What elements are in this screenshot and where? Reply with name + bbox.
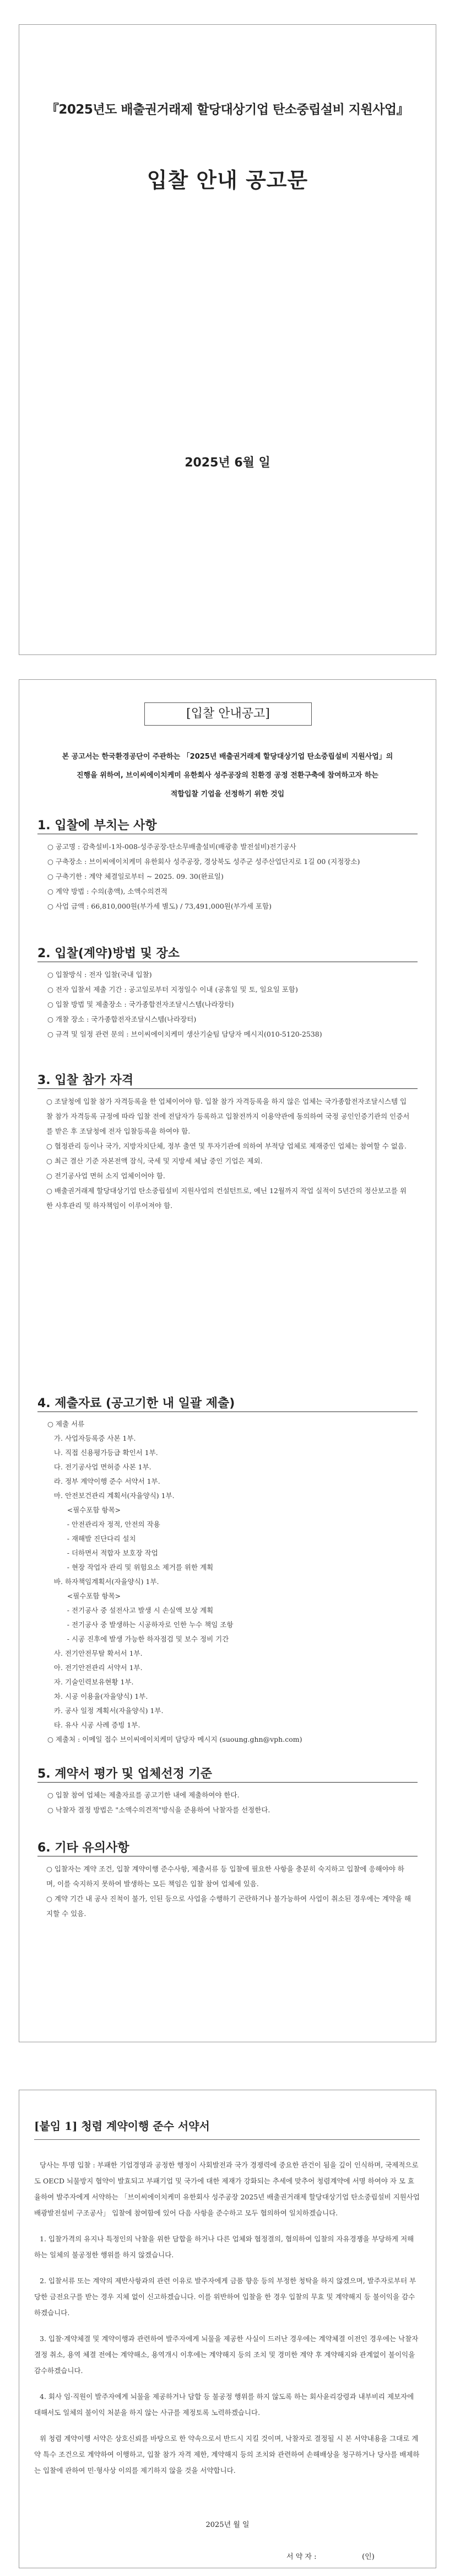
appendix-divider bbox=[34, 2139, 420, 2140]
list-item: 카. 공사 일정 계획서(자율양식) 1부. bbox=[47, 1706, 164, 1715]
section1-list bbox=[47, 839, 418, 914]
paragraph: ○ 계약 기간 내 공사 진척이 불가, 인된 등으로 사업을 수행하기 곤란하거나 불가능하여 사업이 취소된 경우에는 계약을 해지할 수 있음. bbox=[46, 1895, 411, 1918]
list-item: ○ 제출 서류 bbox=[47, 1420, 85, 1428]
paragraph: 4. 회사 임·직원이 발주자에게 뇌물을 제공하거나 담합 등 불공정 행위를 하지 않도록 하는 회사윤리강령과 내부비리 제보자에 대해서도 일체의 불이익 처분을 하지 않는 사규를 제정토록 노력하겠습니다. bbox=[34, 2392, 414, 2417]
notice-intro bbox=[37, 748, 418, 804]
paragraph: ○ 배출권거래제 할당대상기업 탄소중립설비 지원사업의 컨설턴트로, 예닌 12월까지 작업 실적이 5년간의 정산보고를 위한 사후관리 및 하자책임이 이루어져야 함. bbox=[46, 1187, 407, 1210]
paragraph: ○ 최근 결산 기준 자본전액 잠식, 국세 및 지방세 체납 중인 기업은 제외. bbox=[46, 1157, 263, 1165]
paragraph: 위 청렴 계약이행 서약은 상호신뢰를 바탕으로 한 약속으로서 반드시 지킬 것이며, 낙찰자로 결정될 시 본 서약내용을 그대로 계약 특수 조건으로 계약하여 이행하고, 입찰 참가 자격 제한, 계약해지 등의 조치와 관련하여 손해배상을 청구하거나 당사를 배제하는 입찰에 관하여 민·형사상 이의를 제기하지 않을 것을 서약합니다. bbox=[34, 2434, 420, 2475]
section-divider bbox=[37, 1782, 418, 1783]
list-item: <필수포함 항목> bbox=[47, 1592, 121, 1600]
paragraph: 2. 입찰서류 또는 계약의 제반사항과의 관련 이유로 발주자에게 금품 향응 등의 부정한 청탁을 하지 않겠으며, 발주자로부터 부당한 금전요구를 받는 경우 지체 없이 신고하겠습니다. 이를 위반하여 입찰을 한 경우 입찰의 무효 및 계약해지 등 불이익을 감수하겠습니다. bbox=[34, 2277, 416, 2317]
appendix-date: 2025년 월 일 bbox=[205, 2521, 250, 2529]
list-item: 차. 시공 이용율(자율양식) 1부. bbox=[47, 1692, 148, 1700]
list-item: ○ 공고명 : 감축설비-1차-008-성주공장-탄소무배출설비(배광총 발전설비)전기공사 bbox=[47, 842, 296, 851]
list-item: - 전기공사 중 발생하는 시공하자로 인한 누수 책임 조항 bbox=[47, 1620, 234, 1629]
section3-paragraphs bbox=[46, 1094, 412, 1213]
list-item: 다. 전기공사업 면허증 사본 1부. bbox=[47, 1463, 151, 1471]
list-item: - 더하면서 적합자 보호장 작업 bbox=[47, 1549, 158, 1557]
section-title: 4. 제출자료 (공고기한 내 일괄 제출) bbox=[37, 1397, 235, 1410]
section-title: 3. 입찰 참가 자격 bbox=[37, 1074, 134, 1087]
paragraph: ○ 전기공사업 면허 소지 업체이어야 함. bbox=[46, 1172, 165, 1180]
section-divider bbox=[37, 1088, 418, 1089]
intro-line: 진행을 위하여, 브이씨에이치케미 유한회사 성주공장의 친환경 공정 전환구축에 참여하고자 하는 bbox=[77, 771, 378, 780]
appendix-heading: [붙임 1] 청렴 계약이행 준수 서약서 bbox=[34, 2119, 210, 2133]
section-title: 6. 기타 유의사항 bbox=[37, 1841, 129, 1855]
paragraph: 1. 입찰가격의 유지나 특정인의 낙찰을 위한 담합을 하거나 다른 업체와 협정결의, 협의하여 입찰의 자유경쟁을 부당하게 저해하는 일체의 불공정한 행위를 하지 않겠습니다. bbox=[34, 2235, 414, 2259]
cover-box bbox=[19, 24, 436, 655]
list-item: 자. 기술인력보유현황 1부. bbox=[47, 1678, 134, 1686]
section5-list bbox=[47, 1788, 418, 1817]
section6-paragraphs bbox=[46, 1861, 412, 1921]
list-item: ○ 낙찰자 결정 방법은 "소액수의견적"방식을 준용하여 낙찰자를 선정한다. bbox=[47, 1806, 270, 1814]
list-item: 나. 직접 신용평가등급 확인서 1부. bbox=[47, 1448, 158, 1457]
list-item: 마. 안전보건관리 계획서(자율양식) 1부. bbox=[47, 1491, 175, 1500]
appendix-body bbox=[34, 2157, 420, 2488]
page-title: 입찰 안내 공고문 bbox=[147, 168, 308, 192]
paragraph: ○ 조달청에 입찰 참가 자격등록을 한 업체이어야 함. 입찰 참가 자격등록을 하지 않은 업체는 국가종합전자조달시스템 입찰 참가 자격등록 규정에 따라 입찰 전에 전담자가 등록하고 입찰전까지 이용약관에 동의하여 국정 공인인증기관의 인증서를 받은 후 조달청에 전자 입찰등록을 하여야 함. bbox=[46, 1097, 410, 1135]
list-item: ○ 구축장소 : 브이씨에이치케미 유한회사 성주공장, 경상북도 성주군 성주산업단지로 1길 00 (지정장소) bbox=[47, 857, 360, 866]
paragraph: 당사는 투명 입찰 : 부패한 기업경영과 공정한 행정이 사회발전과 국가 경쟁력에 중요한 관건이 됨을 깊이 인식하며, 국제적으로도 OECD 뇌물방지 협약이 발효되고 부패기업 및 국가에 대한 제재가 강화되는 추세에 맞추어 청렴계약에 서명 하여야 자 모 효율하여 발주자에게 서약하는 「브이씨에이치케미 유한회사 성주공장 2025년 배출권거래제 할당대상기업 탄소중립설비 지원사업 배광발전설비 구조공사」 입찰에 참여함에 있어 다음 사항을 준수하고 모두 협의하여 일치하겠습니다. bbox=[34, 2161, 420, 2217]
paragraph: ○ 입찰자는 계약 조건, 입찰 계약이행 준수사항, 제출서류 등 입찰에 필요한 사항을 충분히 숙지하고 입찰에 응해야야 하며, 이를 숙지하지 못하여 발생하는 모든 책임은 입찰 참여 업체에 있음. bbox=[46, 1865, 404, 1888]
list-item: - 현장 작업자 관리 및 위험요소 제거를 위한 계획 bbox=[47, 1563, 214, 1571]
list-item: - 전기공사 중 설전사고 발생 시 손실액 보상 계획 bbox=[47, 1606, 214, 1614]
paragraph: 3. 입찰·계약체결 및 계약이행과 관련하여 발주자에게 뇌물을 제공한 사실이 드러난 경우에는 계약체결 이전인 경우에는 낙찰자 결정 취소, 용역 체결 전에는 계약해소, 용역개시 이후에는 계약해지 등의 조치 및 경미한 계약 후 계약해지와 관계없이 불이익을 감수하겠습니다. bbox=[34, 2334, 419, 2375]
list-item: ○ 사업 금액 : 66,810,000원(부가세 별도) / 73,491,000원(부가세 포함) bbox=[47, 902, 272, 910]
list-item: <필수포함 항목> bbox=[47, 1506, 121, 1514]
list-item: ○ 입찰 방법 및 제출장소 : 국가종합전자조달시스템(나라장터) bbox=[47, 1000, 234, 1008]
list-item: ○ 전자 입찰서 제출 기간 : 공고일로부터 지정일수 이내 (공휴일 및 토, 일요일 포함) bbox=[47, 985, 298, 994]
list-item: 사. 전기안전무탈 확서서 1부. bbox=[47, 1649, 143, 1657]
list-item: ○ 규격 및 일정 관련 문의 : 브이씨에이치케미 생산기술팀 담당자 메시지(010-5120-2538) bbox=[47, 1030, 322, 1038]
signature-line: 서 약 자 : (인) bbox=[286, 2553, 375, 2561]
intro-line: 본 공고서는 한국환경공단이 주관하는 「2025년 배출권거래제 할당대상기업 탄소중립설비 지원사업」의 bbox=[62, 753, 393, 761]
list-item: ○ 입찰 참여 업체는 제출자료를 공고기한 내에 제출하여야 한다. bbox=[47, 1791, 240, 1799]
list-item: - 시공 진후에 발생 가능한 하자점검 및 보수 정비 기간 bbox=[47, 1635, 229, 1643]
list-item: 아. 전기안전관리 서약서 1부. bbox=[47, 1663, 143, 1672]
list-item: 가. 사업자등록증 사본 1부. bbox=[47, 1434, 136, 1442]
list-item: - 재해발 진단다리 설치 bbox=[47, 1534, 136, 1543]
section-title: 5. 계약서 평가 및 업체선정 기준 bbox=[37, 1767, 212, 1781]
list-item: - 안전관리자 정적, 안전의 작용 bbox=[47, 1520, 160, 1528]
cover-date: 2025년 6월 일 bbox=[185, 456, 270, 470]
list-item: ○ 계약 방법 : 수의(총액), 소액수의견적 bbox=[47, 887, 167, 895]
section2-list bbox=[47, 967, 418, 1042]
list-item: ○ 제출처 : 이메일 접수 브이씨에이치케미 담당자 메시지 (suoung.ghn@vph.com) bbox=[47, 1735, 302, 1743]
paragraph: ○ 협정관리 등이나 국가, 지방자치단체, 정부 출연 및 투자기관에 의하여 부적당 업체로 제재중인 업체는 참여할 수 없음. bbox=[46, 1142, 407, 1150]
project-title: 『2025년도 배출권거래제 할당대상기업 탄소중립설비 지원사업』 bbox=[46, 103, 409, 117]
list-item: ○ 구축기한 : 계약 체결일로부터 ~ 2025. 09. 30(완료일) bbox=[47, 872, 224, 881]
section-title: 1. 입찰에 부치는 사항 bbox=[37, 819, 157, 833]
list-item: ○ 개찰 장소 : 국가종합전자조달시스템(나라장터) bbox=[47, 1015, 197, 1023]
section-title: 2. 입찰(계약)방법 및 장소 bbox=[37, 947, 180, 960]
list-item: 타. 유사 시공 사례 증빙 1부. bbox=[47, 1721, 140, 1729]
list-item: 바. 하자책임계획서(자율양식) 1부. bbox=[47, 1577, 159, 1586]
list-item: ○ 입찰방식 : 전자 입찰(국내 입찰) bbox=[47, 970, 152, 979]
intro-line: 적합입찰 기업을 선정하기 위한 것입 bbox=[170, 790, 285, 798]
section4-list bbox=[47, 1417, 418, 1747]
list-item: 라. 정부 계약이행 준수 서약서 1부. bbox=[47, 1477, 160, 1485]
notice-heading: [입찰 안내공고] bbox=[144, 702, 312, 726]
